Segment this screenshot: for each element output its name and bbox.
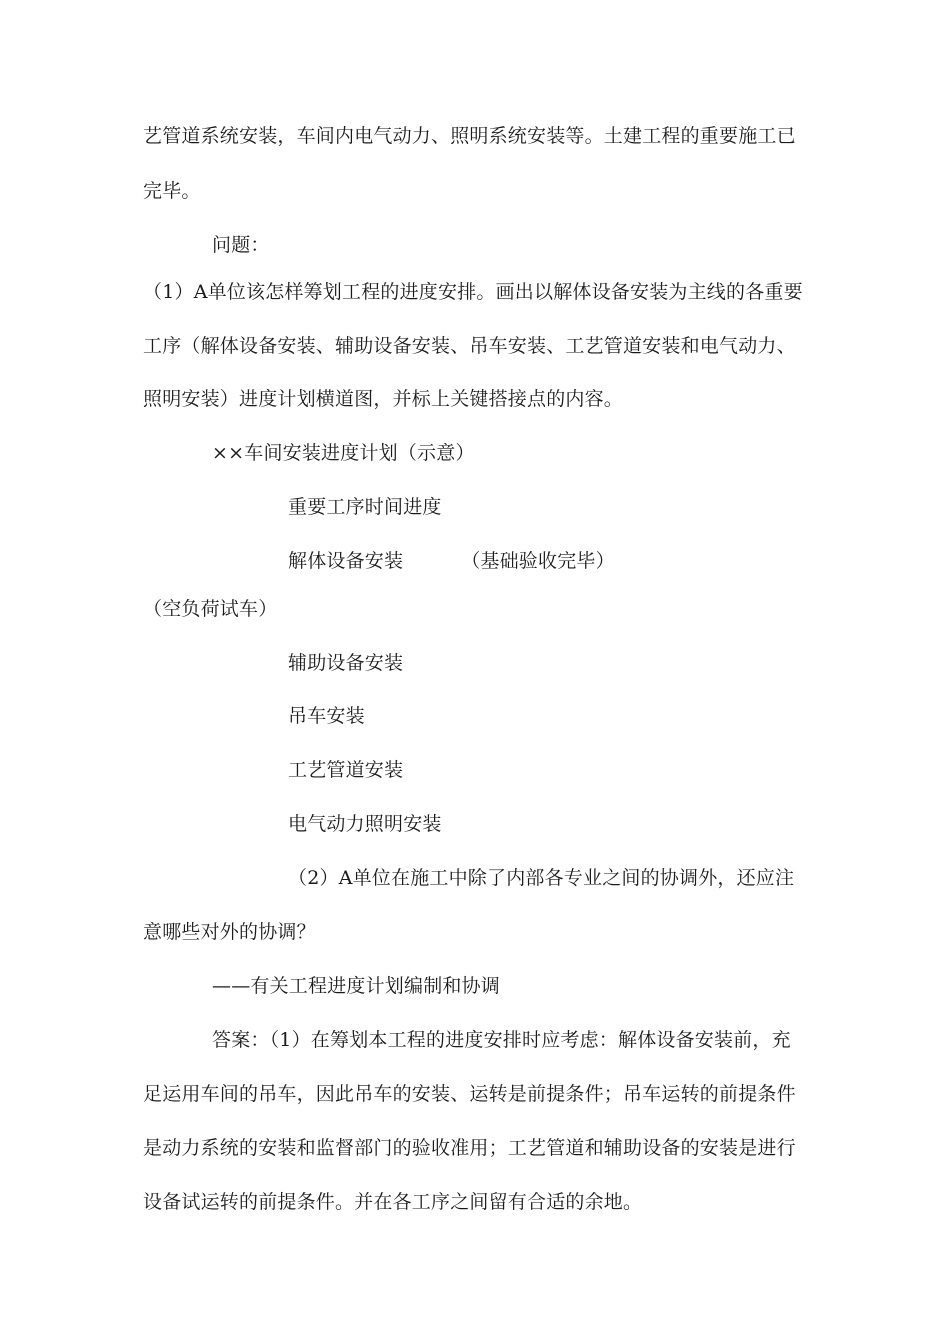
schedule-row-electrical: 电气动力照明安装: [288, 813, 442, 835]
paragraph-line-2: 完毕。: [143, 180, 201, 202]
schedule-header: 重要工序时间进度: [288, 496, 442, 518]
schedule-milestone-foundation: （基础验收完毕）: [461, 550, 615, 572]
schedule-milestone-no-load-test: （空负荷试车）: [143, 598, 278, 620]
schedule-title: ××车间安装进度计划（示意）: [212, 442, 475, 464]
topic-note: ——有关工程进度计划编制和协调: [212, 975, 501, 997]
schedule-row-auxiliary-equipment: 辅助设备安装: [288, 652, 404, 674]
question-2-line-1: （2）A单位在施工中除了内部各专业之间的协调外，还应注: [288, 867, 795, 889]
question-1-line-2: 工序（解体设备安装、辅助设备安装、吊车安装、工艺管道安装和电气动力、: [143, 335, 796, 357]
paragraph-line-1: 艺管道系统安装，车间内电气动力、照明系统安装等。土建工程的重要施工已: [143, 125, 796, 147]
schedule-task-label: 解体设备安装: [288, 550, 404, 572]
answer-line-2: 足运用车间的吊车，因此吊车的安装、运转是前提条件；吊车运转的前提条件: [143, 1083, 796, 1105]
answer-line-4: 设备试运转的前提条件。并在各工序之间留有合适的余地。: [143, 1191, 643, 1213]
answer-line-3: 是动力系统的安装和监督部门的验收准用；工艺管道和辅助设备的安装是进行: [143, 1137, 796, 1159]
answer-line-1: 答案：（1）在筹划本工程的进度安排时应考虑：解体设备安装前，充: [212, 1029, 791, 1051]
schedule-row-disassembled-equipment: [288, 549, 615, 573]
schedule-row-process-piping: 工艺管道安装: [288, 759, 404, 781]
question-1-line-1: （1）A单位该怎样筹划工程的进度安排。画出以解体设备安装为主线的各重要: [143, 281, 803, 303]
question-2-line-2: 意哪些对外的协调？: [143, 921, 316, 943]
question-heading: 问题：: [212, 234, 270, 256]
schedule-row-crane: 吊车安装: [288, 705, 365, 727]
question-1-line-3: 照明安装）进度计划横道图，并标上关键搭接点的内容。: [143, 388, 624, 410]
